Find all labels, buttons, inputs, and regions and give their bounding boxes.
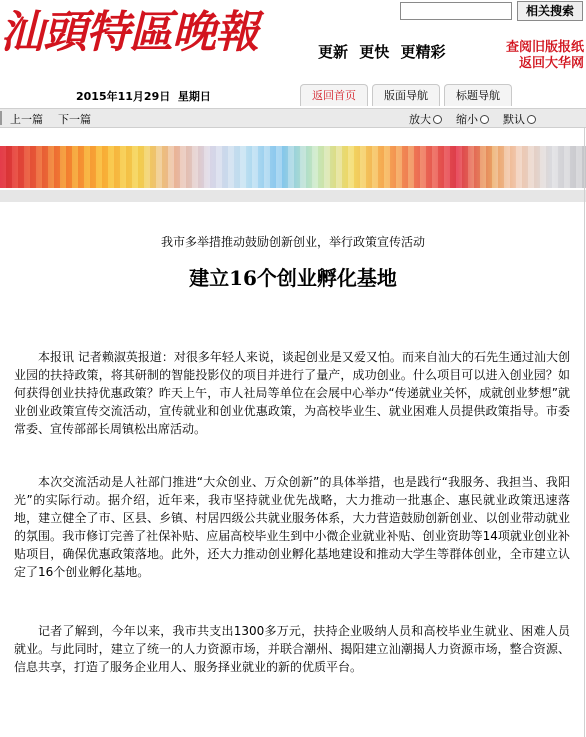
weekday-text: 星期日 bbox=[177, 90, 211, 103]
tab-title-nav[interactable]: 标题导航 bbox=[444, 84, 512, 106]
article-nav-bar bbox=[0, 108, 586, 128]
zoom-out-radio[interactable] bbox=[480, 115, 489, 124]
zoom-in-radio[interactable] bbox=[433, 115, 442, 124]
zoom-out-option[interactable] bbox=[456, 111, 489, 127]
side-links bbox=[474, 40, 584, 72]
article-subtitle: 我市多举措推动鼓励创新创业，举行政策宣传活动 bbox=[160, 235, 425, 249]
masthead bbox=[0, 0, 586, 72]
banner-divider bbox=[0, 190, 586, 202]
return-dahua-link[interactable]: 返回大华网 bbox=[518, 56, 584, 71]
zoom-out-label: 缩小 bbox=[456, 113, 478, 126]
slogan-3: 更精彩 bbox=[400, 43, 446, 61]
date-bar bbox=[0, 82, 586, 108]
tab-home[interactable]: 返回首页 bbox=[300, 84, 368, 106]
zoom-in-label: 放大 bbox=[409, 113, 431, 126]
default-size-radio[interactable] bbox=[527, 115, 536, 124]
slogan bbox=[318, 41, 452, 62]
date-text: 2015年11月29日 bbox=[76, 90, 171, 103]
slogan-1: 更新 bbox=[318, 43, 349, 61]
article-paragraph: 记者了解到，今年以来，我市共支出1300多万元，扶持企业吸纳人员和高校毕业生就业、困难人员就业。与此同时，建立了统一的人力资源市场，并联合潮州、揭阳建立汕潮揭人力资源市场，整合资源、信息共享，打造了服务企业用人、服务择业就业的新的优质平台。 bbox=[14, 624, 570, 674]
next-article-link[interactable]: 下一篇 bbox=[58, 113, 91, 126]
slogan-2: 更快 bbox=[359, 43, 390, 61]
zoom-in-option[interactable] bbox=[409, 111, 442, 127]
search-input[interactable] bbox=[400, 2, 512, 20]
decorative-banner bbox=[0, 146, 586, 188]
prev-article-link[interactable]: 上一篇 bbox=[10, 113, 43, 126]
nav-divider bbox=[0, 111, 2, 125]
default-size-label: 默认 bbox=[503, 113, 525, 126]
default-size-option[interactable] bbox=[503, 111, 536, 127]
related-search-button[interactable]: 相关搜索 bbox=[517, 1, 583, 21]
article-title: 建立16个创业孵化基地 bbox=[189, 266, 397, 290]
article-paragraph: 本报讯 记者赖淑英报道：对很多年轻人来说，谈起创业是又爱又怕。而来自汕大的石先生通过汕大创业园的扶持政策，将其研制的智能投影仪的项目并进行了量产，成功创业。什么项目可以进入创业园？如何获得创业扶持优惠政策？昨天上午，市人社局等单位在会展中心举办“传递就业关怀，成就创业梦想”就业创业政策宣传交流活动，宣传就业和创业优惠政策，为高校毕业生、就业困难人员提供政策指导。市委常委、宣传部部长周镇松出席活动。 bbox=[14, 350, 570, 436]
tab-page-nav[interactable]: 版面导航 bbox=[372, 84, 440, 106]
issue-date bbox=[76, 88, 211, 104]
newspaper-logo[interactable]: 汕頭特區晚報 bbox=[0, 7, 258, 58]
old-edition-link[interactable]: 查阅旧版报纸 bbox=[505, 40, 584, 55]
article-paragraph: 本次交流活动是人社部门推进“大众创业、万众创新”的具体举措，也是践行“我服务、我担当、我阳光”的实际行动。据介绍，近年来，我市坚持就业优先战略，大力推动一批惠企、惠民就业政策迅速落地，建立健全了市、区县、乡镇、村居四级公共就业服务体系，大力营造鼓励创新创业、以创业带动就业的氛围。我市修订完善了社保补贴、应届高校毕业生到中小微企业就业补贴、创业资助等14项就业创业补贴项目，确保优惠政策落地。此外，还大力推动创业孵化基地建设和推动大学生等群体创业，全市建立认定了16个创业孵化基地。 bbox=[14, 475, 570, 579]
